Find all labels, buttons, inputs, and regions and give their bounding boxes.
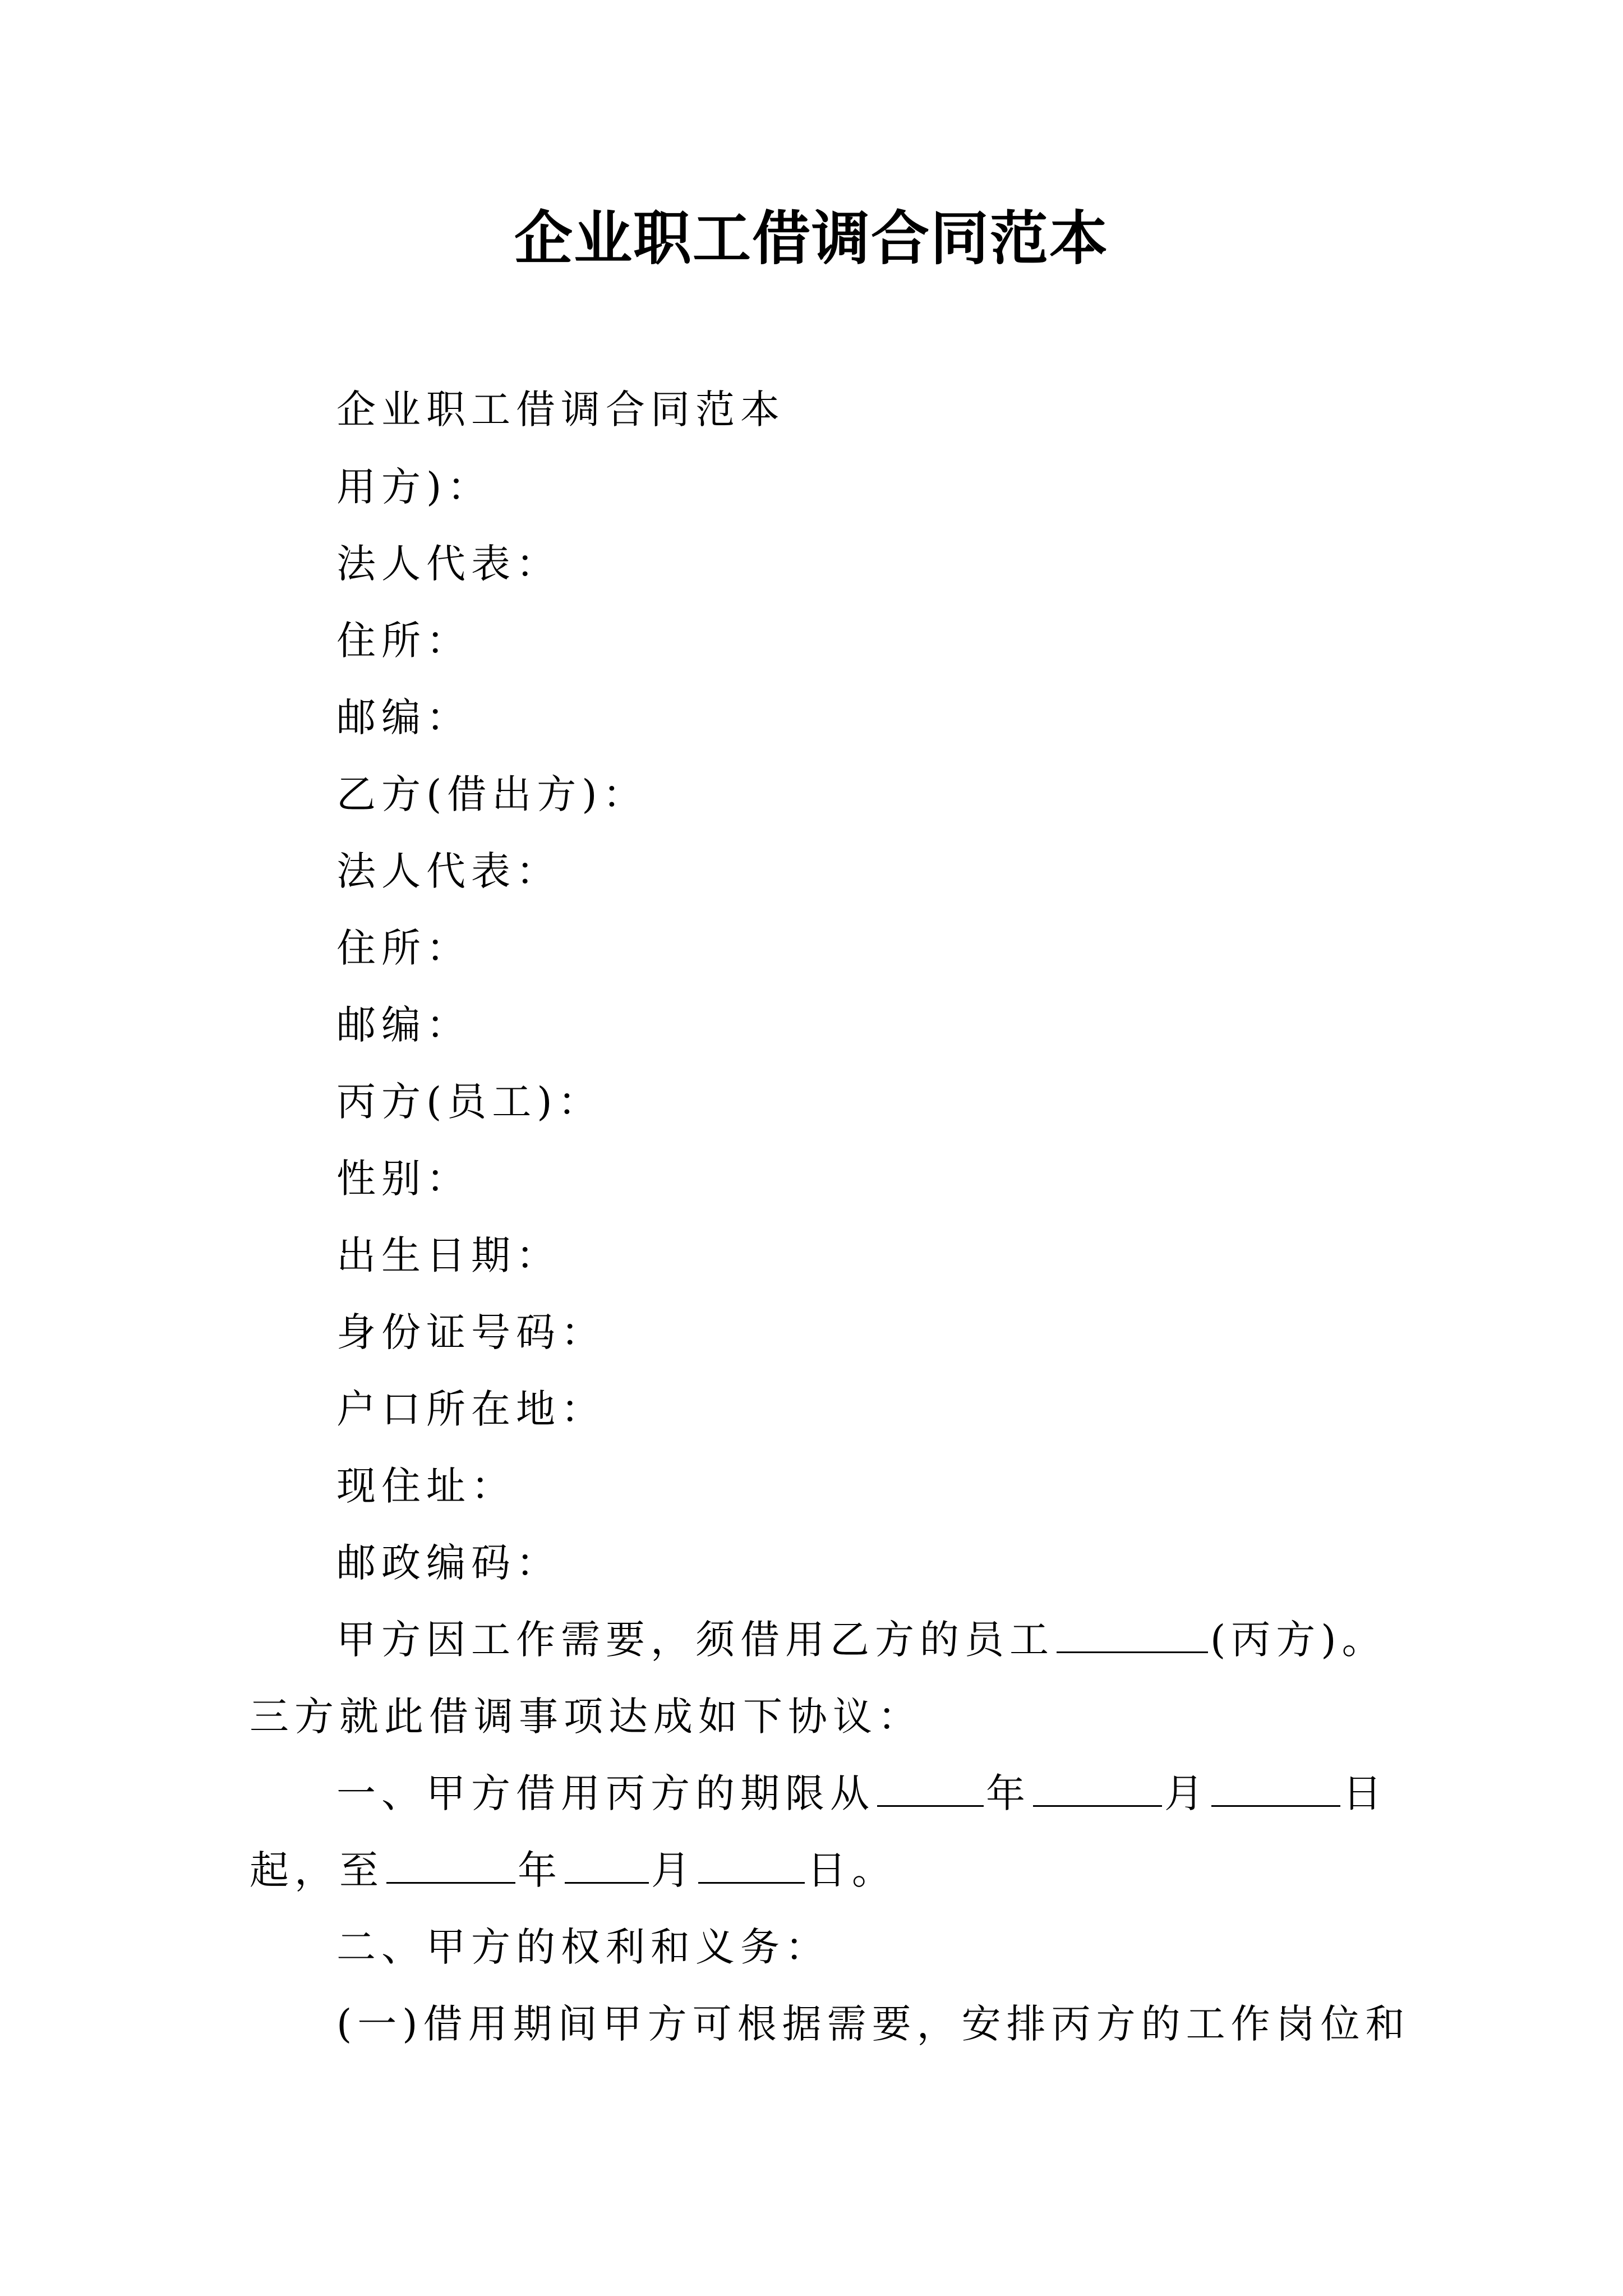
id-number-line: 身份证号码： xyxy=(336,1309,606,1355)
subtitle-line: 企业职工借调合同范本 xyxy=(336,386,785,432)
party-b-line: 乙方(借出方)： xyxy=(336,771,648,817)
party-c-line: 丙方(员工)： xyxy=(336,1079,603,1125)
paragraph-1-text: 甲方因工作需要，须借用乙方的员工 xyxy=(336,1617,1054,1663)
year-label: 年 xyxy=(986,1770,1031,1816)
clause-1-continuation xyxy=(250,1842,897,1898)
party-b-postcode: 邮编： xyxy=(336,1002,471,1048)
party-a-address: 住所： xyxy=(336,618,471,664)
paragraph-1 xyxy=(336,1612,1387,1668)
employee-name-blank xyxy=(1057,1614,1208,1653)
clause-1-cont-text: 起，至 xyxy=(250,1847,384,1893)
clause-1-text: 一、甲方借用丙方的期限从 xyxy=(336,1770,875,1816)
party-a-legal-rep: 法人代表： xyxy=(336,541,561,587)
end-day-blank xyxy=(698,1845,805,1884)
party-a-postcode: 邮编： xyxy=(336,694,471,740)
party-b-legal-rep: 法人代表： xyxy=(336,848,561,894)
postal-code-line: 邮政编码： xyxy=(336,1540,561,1586)
party-b-address: 住所： xyxy=(336,925,471,971)
start-month-blank xyxy=(1033,1768,1162,1807)
end-day-label: 日。 xyxy=(807,1847,897,1893)
clause-1 xyxy=(336,1765,1387,1821)
gender-line: 性别： xyxy=(336,1156,471,1202)
end-month-blank xyxy=(565,1845,649,1884)
end-month-label: 月 xyxy=(651,1847,696,1893)
end-year-blank xyxy=(386,1845,515,1884)
month-label: 月 xyxy=(1164,1770,1209,1816)
paragraph-1-continuation: 三方就此借调事项达成如下协议： xyxy=(250,1694,923,1740)
paragraph-1-text-end: (丙方)。 xyxy=(1210,1617,1387,1663)
document-title: 企业职工借调合同范本 xyxy=(514,204,1109,273)
start-day-blank xyxy=(1211,1768,1340,1807)
party-a-line: 用方)： xyxy=(336,464,492,510)
start-year-blank xyxy=(877,1768,984,1807)
birthdate-line: 出生日期： xyxy=(336,1232,561,1278)
section-2-item-1: (一)借用期间甲方可根据需要，安排丙方的工作岗位和 xyxy=(336,2001,1410,2047)
current-address-line: 现住址： xyxy=(336,1463,516,1509)
end-year-label: 年 xyxy=(518,1847,562,1893)
hukou-line: 户口所在地： xyxy=(336,1386,606,1432)
section-2-heading: 二、甲方的权利和义务： xyxy=(336,1924,830,1970)
day-label: 日 xyxy=(1343,1770,1387,1816)
